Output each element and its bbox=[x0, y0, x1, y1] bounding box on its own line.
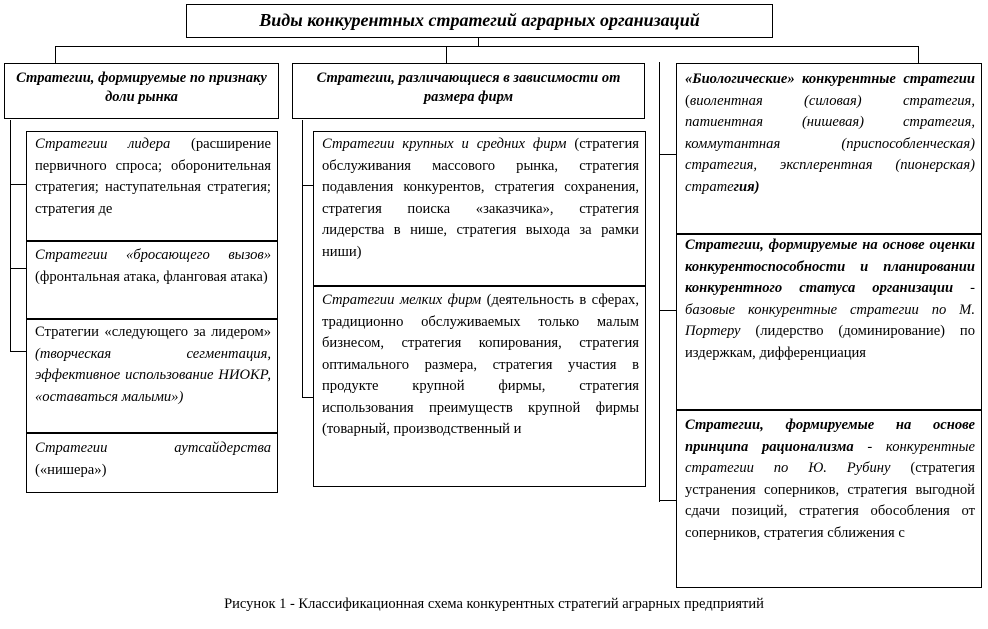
item-text: (стратегия обслуживания массового рынка, стратегия подавления конкурентов, стратегия сохранения, стратегия поиска «заказчика», стратегия лидерства в нише, стратегия выхода за рамки ниши) bbox=[322, 136, 639, 260]
item-lead: Стратегии, формируемые на основе оценки конкурентоспособности и планировании конкурентного статуса организации bbox=[685, 237, 975, 296]
col3-branch-2 bbox=[659, 310, 677, 311]
item-lead: Стратегии крупных и средних фирм bbox=[322, 136, 567, 152]
col3-branch-1 bbox=[659, 154, 677, 155]
item-text: ( bbox=[685, 92, 690, 109]
col1-branch-1 bbox=[10, 184, 26, 185]
figure-caption: Рисунок 1 - Классификационная схема конкурентных стратегий аграрных предприятий bbox=[224, 596, 764, 612]
item-text: (творческая сегментация, эффективное использование НИОКР, «оставаться малыми») bbox=[35, 345, 271, 405]
item-text: (расширение первичного спроса; оборонительная стратегия; наступательная стратегия; стратегия де bbox=[35, 136, 271, 217]
item-lead: Стратегии «бросающего вызов» bbox=[35, 247, 271, 263]
item-text: (деятельность в сферах, традиционно обслуживаемых только малым бизнесом, стратегия копирования, стратегия оптимального размера, стратегия участия в продукте крупной фирмы, стратегия использования преимуществ крупной фирмы (товарный, производственный и bbox=[322, 292, 639, 437]
col1-item-follower bbox=[26, 319, 278, 433]
col1-header: Стратегии, формируемые по признаку доли рынка bbox=[4, 63, 279, 119]
item-text: (стратегия устранения соперников, стратегия выгодной сдачи позиций, стратегия обособления от соперников, стратегия сближения с bbox=[685, 460, 975, 541]
col1-drop-line bbox=[55, 46, 56, 64]
item-text: (лидерство (доминирование) по издержкам, дифференциация bbox=[685, 323, 975, 361]
item-lead: Стратегии, формируемые на основе принципа рационализма bbox=[685, 417, 975, 455]
item-lead: Стратегии аутсайдерства bbox=[35, 440, 271, 456]
top-connector-line bbox=[55, 46, 918, 47]
diagram-title: Виды конкурентных стратегий аграрных организаций bbox=[186, 4, 773, 38]
col2-item-small-firms bbox=[313, 286, 646, 487]
col1-item-outsider bbox=[26, 433, 278, 493]
col3-branch-3 bbox=[659, 500, 677, 501]
item-text-italic: - базовые конкурентные стратегии по М. Портеру bbox=[685, 280, 975, 339]
item-lead: Стратегии лидера bbox=[35, 136, 171, 152]
item-lead: «Биологические» конкурентные стратегии bbox=[685, 71, 975, 87]
item-lead: Стратегии мелких фирм bbox=[322, 292, 482, 308]
item-tail: гия) bbox=[733, 178, 760, 195]
col2-item-large-firms bbox=[313, 131, 646, 286]
title-stem-line bbox=[478, 38, 479, 47]
col1-spine-line bbox=[10, 120, 11, 352]
col1-item-leader bbox=[26, 131, 278, 241]
col2-drop-line bbox=[446, 46, 447, 64]
col3-item-biological bbox=[676, 63, 982, 234]
col3-spine-line bbox=[659, 62, 660, 502]
col3-item-rubin bbox=[676, 410, 982, 588]
item-text-italic: виолентная (силовая) стратегия, патиентная (нишевая) стратегия, коммутантная (приспособленческая) стратегия, эксплерентная (пионерская) страте bbox=[685, 92, 975, 195]
col2-header: Стратегии, различающиеся в зависимости от размера фирм bbox=[292, 63, 645, 119]
col3-item-porter bbox=[676, 234, 982, 410]
col3-drop-line bbox=[918, 46, 919, 64]
item-text-italic: - конкурентные стратегии по Ю. Рубину bbox=[685, 438, 976, 476]
col1-branch-3 bbox=[10, 351, 26, 352]
col1-branch-2 bbox=[10, 268, 26, 269]
item-text: («нишера») bbox=[35, 461, 107, 478]
item-lead: Стратегии «следующего за лидером» bbox=[35, 324, 271, 340]
item-text: (фронтальная атака, фланговая атака) bbox=[35, 268, 268, 285]
col2-spine-line bbox=[302, 120, 303, 398]
col1-item-challenger bbox=[26, 241, 278, 319]
